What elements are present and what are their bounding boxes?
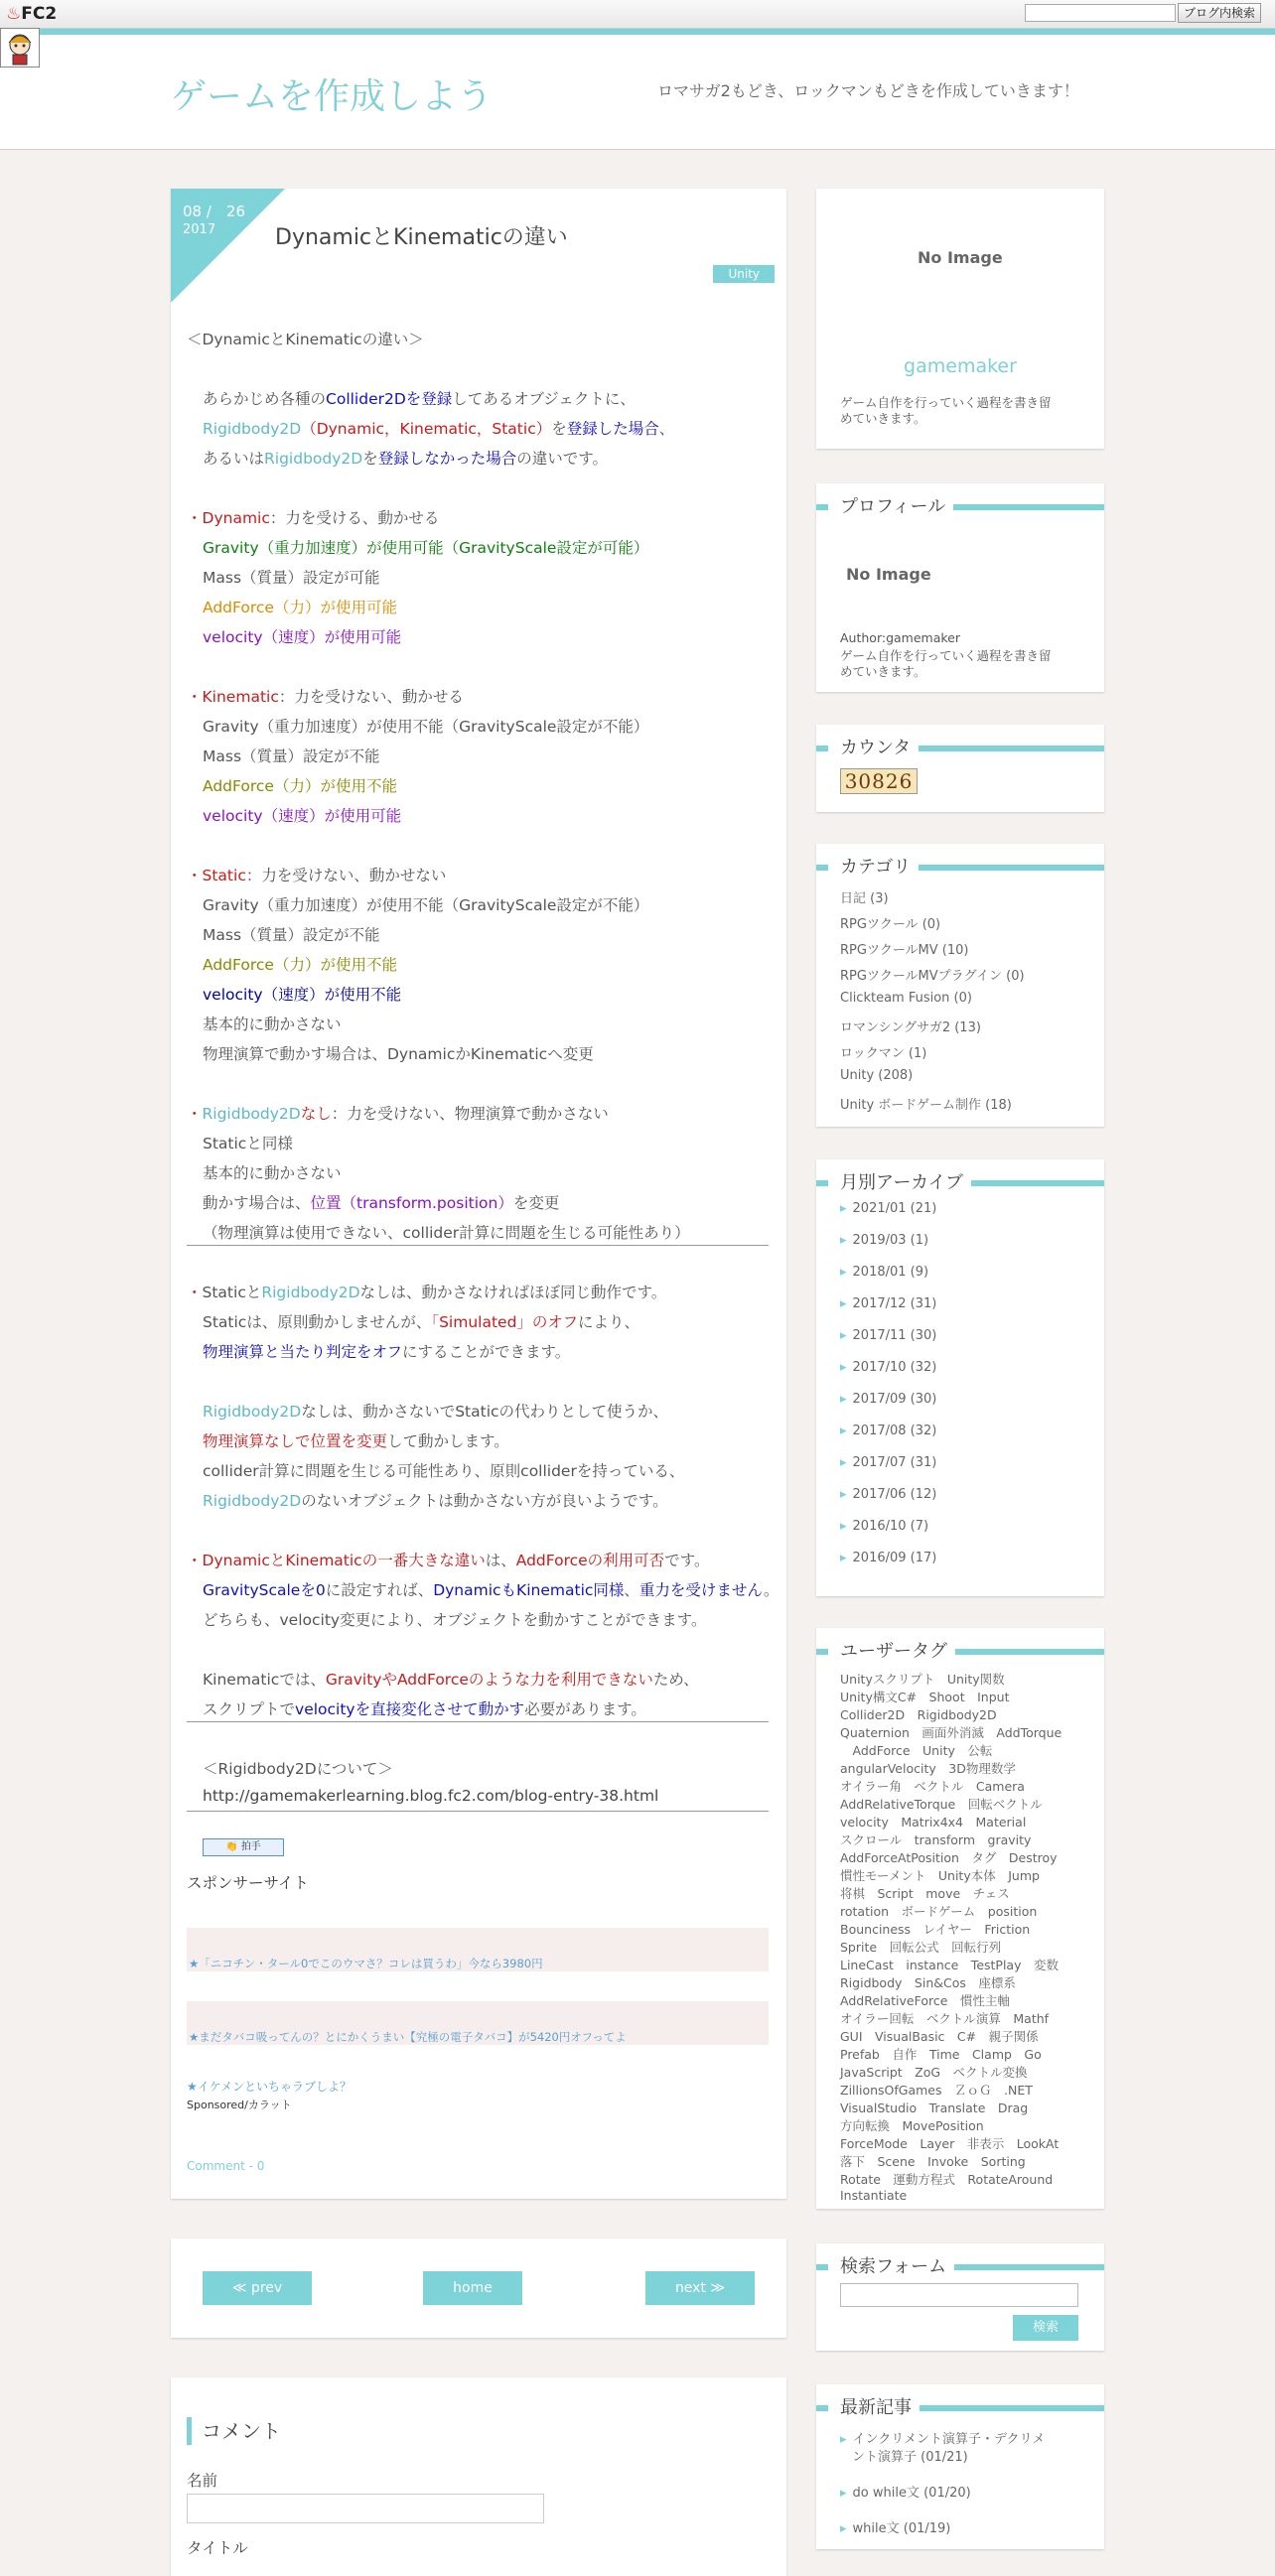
category-link[interactable]: Unity (208) — [840, 1068, 914, 1083]
sponsored-by: Sponsored/カラット — [187, 2099, 292, 2111]
post-heading: ＜DynamicとKinematicの違い＞ — [187, 331, 424, 348]
sidebar-search-input[interactable] — [840, 2283, 1078, 2307]
visitor-counter: 30826 — [840, 768, 918, 794]
recent-post-link[interactable]: ▸ do while文 (01/20) — [840, 2482, 971, 2501]
sponsor-title: スポンサーサイト — [187, 1874, 309, 1892]
tag-cloud-line[interactable]: GUI VisualBasic C# 親子関係 — [840, 2029, 1039, 2044]
tag-cloud-line[interactable]: 慣性モーメント Unity本体 Jump — [840, 1868, 1040, 1883]
tag-cloud-line[interactable]: スクロール transform gravity — [840, 1832, 1032, 1847]
profile-widget — [816, 483, 1104, 692]
intro-line-3: あるいはRigidbody2Dを登録しなかった場合の違いです。 — [203, 450, 609, 468]
category-link[interactable]: RPGツクール (0) — [840, 917, 941, 932]
archive-link[interactable]: ▸ 2017/09 (30) — [840, 1392, 936, 1407]
tag-cloud-line[interactable]: Bounciness レイヤー Friction — [840, 1922, 1031, 1937]
home-button[interactable]: home — [423, 2271, 522, 2305]
compare-line: 物理演算なしで位置を変更して動かします。 — [203, 1432, 509, 1450]
user-tags-widget — [816, 1628, 1104, 2209]
intro-line-2: Rigidbody2D（Dynamic，Kinematic，Static）を登録した場合、 — [203, 420, 675, 438]
tag-cloud-line[interactable]: rotation ボードゲーム position — [840, 1904, 1038, 1919]
title-label: タイトル — [187, 2539, 248, 2557]
compare-line: Staticは、原則動かしませんが、「Simulated」のオフにより、 — [203, 1313, 639, 1331]
fc2-toolbar — [0, 0, 1275, 29]
dynamic-line: velocity（速度）が使用可能 — [203, 628, 402, 646]
tag-cloud-line[interactable]: AddRelativeTorque 回転ベクトル — [840, 1797, 1043, 1812]
recent-posts-widget — [816, 2384, 1104, 2549]
blog-search-input[interactable] — [1025, 4, 1176, 22]
category-link[interactable]: RPGツクールMVプラグイン (0) — [840, 969, 1025, 984]
tag-cloud-line[interactable]: AddRelativeForce 慣性主軸 — [840, 1993, 1010, 2008]
difference-line: スクリプトでvelocityを直接変化させて動かす必要があります。 — [203, 1700, 646, 1718]
comment-form — [171, 2377, 786, 2576]
widget-title: カテゴリ — [816, 856, 1104, 880]
static-line: AddForce（力）が使用不能 — [203, 956, 397, 974]
compare-line: ・StaticとRigidbody2Dなしは、動かさなければほぼ同じ動作です。 — [187, 1284, 667, 1301]
recent-post-link[interactable]: ▸ while文 (01/19) — [840, 2517, 950, 2536]
tag-cloud-line[interactable]: Unity構文C# Shoot Input — [840, 1690, 1010, 1704]
kinematic-line: velocity（速度）が使用可能 — [203, 807, 402, 825]
archive-link[interactable]: ▸ 2016/09 (17) — [840, 1551, 936, 1565]
archive-link[interactable]: ▸ 2016/10 (7) — [840, 1519, 928, 1534]
widget-title: 最新記事 — [816, 2396, 1104, 2420]
archive-link[interactable]: ▸ 2017/08 (32) — [840, 1424, 936, 1438]
archive-link[interactable]: ▸ 2017/11 (30) — [840, 1328, 936, 1343]
author-image-placeholder: No Image — [918, 248, 1003, 267]
kinematic-line: AddForce（力）が使用不能 — [203, 777, 397, 795]
tag-cloud-line[interactable]: AddForceAtPosition タグ Destroy — [840, 1850, 1058, 1865]
intro-line-1: あらかじめ各種のCollider2Dを登録してあるオブジェクトに、 — [203, 390, 636, 408]
none-line: 基本的に動かさない — [203, 1164, 342, 1182]
none-line: Staticと同様 — [203, 1135, 293, 1152]
ad-link[interactable]: ★「ニコチン・タール0でこのウマさ？コレは買うわ」今なら3980円 — [189, 1957, 543, 1970]
category-link[interactable]: ロックマン (1) — [840, 1046, 927, 1061]
difference-line: Kinematicでは、GravityやAddForceのような力を利用できないため、 — [203, 1671, 699, 1689]
tag-cloud-line[interactable]: ZillionsOfGames ＺｏＧ .NET — [840, 2083, 1033, 2098]
author-desc: めていきます。 — [840, 411, 926, 426]
none-line: 動かす場合は、位置（transform.position）を変更 — [203, 1194, 560, 1212]
none-line: （物理演算は使用できない、collider計算に問題を生じる可能性あり） — [203, 1224, 690, 1242]
tag-cloud-line[interactable]: 落下 Scene Invoke Sorting — [840, 2154, 1026, 2169]
sidebar-search-button[interactable]: 検索 — [1013, 2315, 1078, 2341]
comment-count-link[interactable]: Comment - 0 — [187, 2159, 265, 2173]
divider — [187, 1721, 769, 1722]
dynamic-line: AddForce（力）が使用可能 — [203, 599, 397, 616]
site-description: ロマサガ2もどき、ロックマンもどきを作成していきます！ — [657, 81, 1079, 100]
static-heading: ・Static：力を受けない、動かせない — [187, 867, 447, 884]
archive-link[interactable]: ▸ 2021/01 (21) — [840, 1201, 936, 1216]
ad-box[interactable] — [187, 1928, 769, 1971]
tag-cloud-line[interactable]: ForceMode Layer 非表示 LookAt — [840, 2136, 1060, 2151]
reference-url[interactable]: http://gamemakerlearning.blog.fc2.com/blog-entry-38.html — [203, 1787, 659, 1805]
archive-link[interactable]: ▸ 2017/12 (31) — [840, 1296, 936, 1311]
static-line: Gravity（重力加速度）が使用不能（GravityScale設定が不能） — [203, 896, 649, 914]
tag-cloud-line[interactable]: Sprite 回転公式 回転行列 — [840, 1940, 1002, 1955]
tag-cloud-line[interactable]: Rotate 運動方程式 RotateAround — [840, 2172, 1054, 2187]
compare-line: Rigidbody2Dなしは、動かさないでStaticの代わりとして使うか、 — [203, 1403, 669, 1421]
clap-icon: 👏 — [225, 1841, 238, 1852]
tag-cloud-line[interactable]: velocity Matrix4x4 Material — [840, 1815, 1027, 1830]
recent-post-link[interactable]: ▸ インクリメント演算子・デクリメ — [840, 2428, 1045, 2447]
post-navigation — [171, 2238, 786, 2338]
archive-link[interactable]: ▸ 2017/07 (31) — [840, 1455, 936, 1470]
author-desc: ゲーム自作を行っていく過程を書き留 — [840, 395, 1052, 410]
tag-cloud-line[interactable]: JavaScript ZoG ベクトル変換 — [840, 2065, 1028, 2080]
category-badge[interactable]: Unity — [713, 265, 775, 283]
comment-form-title: コメント — [187, 2417, 281, 2445]
ad-box[interactable] — [187, 2001, 769, 2045]
tag-cloud-line[interactable]: AddForce Unity 公転 — [840, 1743, 993, 1758]
tag-cloud-line[interactable]: Prefab 自作 Time Clamp Go — [840, 2047, 1042, 2062]
difference-line: ・DynamicとKinematicの一番大きな違いは、AddForceの利用可否です。 — [187, 1552, 710, 1569]
archive-link[interactable]: ▸ 2019/03 (1) — [840, 1233, 928, 1248]
category-widget — [816, 844, 1104, 1127]
difference-line: GravityScaleを0に設定すれば、DynamicもKinematic同様、重力を受けません。 — [203, 1581, 779, 1599]
category-link[interactable]: Unity ボードゲーム制作 (18) — [840, 1098, 1012, 1113]
post-date: 08 / 26 — [183, 203, 245, 220]
profile-desc: めていきます。 — [840, 664, 926, 679]
name-label: 名前 — [187, 2472, 218, 2490]
kinematic-heading: ・Kinematic：力を受けない、動かせる — [187, 688, 464, 706]
reference-title: ＜Rigidbody2Dについて＞ — [203, 1760, 393, 1778]
blog-post — [171, 189, 786, 2199]
static-line: Mass（質量）設定が不能 — [203, 926, 380, 944]
category-link[interactable]: RPGツクールMV (10) — [840, 943, 969, 958]
recent-post-link[interactable]: ント演算子 (01/21) — [852, 2450, 968, 2465]
archive-link[interactable]: ▸ 2017/06 (12) — [840, 1487, 936, 1502]
dynamic-line: Mass（質量）設定が可能 — [203, 569, 380, 587]
kinematic-line: Mass（質量）設定が不能 — [203, 747, 380, 765]
compare-line: collider計算に問題を生じる可能性あり、原則colliderを持っている、 — [203, 1462, 685, 1480]
fc2-flame-icon: ♨ — [6, 4, 22, 24]
tag-cloud-line[interactable]: 方向転換 MovePosition — [840, 2118, 984, 2133]
counter-widget — [816, 725, 1104, 812]
divider — [187, 1245, 769, 1246]
tag-cloud-line[interactable]: angularVelocity 3D物理数学 — [840, 1761, 1016, 1776]
tag-cloud-line[interactable]: Rigidbody Sin&Cos 座標系 — [840, 1975, 1016, 1990]
widget-title: 月別アーカイブ — [816, 1171, 1104, 1195]
fc2-logo[interactable]: ♨FC2 — [6, 4, 58, 24]
tag-cloud-line[interactable]: Unityスクリプト Unity関数 — [840, 1672, 1005, 1687]
author-name[interactable]: gamemaker — [904, 355, 1017, 377]
divider — [187, 1811, 769, 1812]
dynamic-heading: ・Dynamic：力を受ける、動かせる — [187, 509, 440, 527]
widget-title: カウンタ — [816, 737, 1104, 760]
archive-link[interactable]: ▸ 2017/10 (32) — [840, 1360, 936, 1375]
search-widget — [816, 2243, 1104, 2351]
tag-cloud-line[interactable]: Instantiate — [840, 2188, 908, 2203]
static-line: 物理演算で動かす場合は、DynamicかKinematicへ変更 — [203, 1045, 594, 1063]
category-link[interactable]: ロマンシングサガ2 (13) — [840, 1020, 981, 1035]
site-header — [0, 35, 1275, 150]
category-link[interactable]: 日記 (3) — [840, 891, 889, 906]
archive-widget — [816, 1159, 1104, 1596]
widget-title: ユーザータグ — [816, 1640, 1104, 1664]
none-heading: ・Rigidbody2Dなし：力を受けない、物理演算で動かさない — [187, 1105, 609, 1123]
ad-link[interactable]: ★イケメンといちゃラブしよ？ — [187, 2080, 353, 2094]
clap-button[interactable]: 👏 拍手 — [203, 1838, 284, 1856]
profile-desc: ゲーム自作を行っていく過程を書き留 — [840, 648, 1052, 663]
mascot-icon[interactable] — [0, 28, 40, 68]
tag-cloud-line[interactable]: 将棋 Script move チェス — [840, 1886, 1010, 1901]
profile-author: Author:gamemaker — [840, 630, 960, 645]
tag-cloud-line[interactable]: オイラー回転 ベクトル演算 Mathf — [840, 2011, 1050, 2026]
tag-cloud-line[interactable]: Collider2D Rigidbody2D — [840, 1707, 997, 1722]
tag-cloud-line[interactable]: LineCast instance TestPlay 変数 — [840, 1958, 1059, 1972]
author-widget — [816, 189, 1104, 449]
archive-link[interactable]: ▸ 2018/01 (9) — [840, 1265, 928, 1280]
category-link[interactable]: Clickteam Fusion (0) — [840, 991, 972, 1006]
name-input[interactable] — [187, 2494, 544, 2523]
dynamic-line: Gravity（重力加速度）が使用可能（GravityScale設定が可能） — [203, 539, 649, 557]
compare-line: 物理演算と当たり判定をオフにすることができます。 — [203, 1343, 571, 1361]
widget-title: プロフィール — [816, 495, 1104, 519]
tag-cloud-line[interactable]: オイラー角 ベクトル Camera — [840, 1779, 1025, 1794]
compare-line: Rigidbody2Dのないオブジェクトは動かさない方が良いようです。 — [203, 1492, 668, 1510]
post-title[interactable]: DynamicとKinematicの違い — [275, 225, 568, 250]
widget-title: 検索フォーム — [816, 2255, 1104, 2279]
kinematic-line: Gravity（重力加速度）が使用不能（GravityScale設定が不能） — [203, 718, 649, 736]
static-line: 基本的に動かさない — [203, 1016, 342, 1033]
difference-line: どちらも、velocity変更により、オブジェクトを動かすことができます。 — [203, 1611, 707, 1629]
static-line: velocity（速度）が使用不能 — [203, 986, 402, 1004]
site-title[interactable]: ゲームを作成しよう — [171, 76, 494, 117]
next-button[interactable]: next ≫ — [645, 2271, 755, 2305]
profile-image-placeholder: No Image — [846, 565, 931, 584]
ad-link[interactable]: ★まだタバコ吸ってんの？とにかくうまい【究極の電子タバコ】が5420円オフってよ — [189, 2030, 627, 2044]
post-year: 2017 — [183, 222, 216, 237]
tag-cloud-line[interactable]: Quaternion 画面外消滅 AddTorque — [840, 1725, 1062, 1740]
tag-cloud-line[interactable]: VisualStudio Translate Drag — [840, 2101, 1029, 2115]
prev-button[interactable]: ≪ prev — [203, 2271, 312, 2305]
blog-search-button[interactable]: ブログ内検索 — [1178, 3, 1261, 23]
